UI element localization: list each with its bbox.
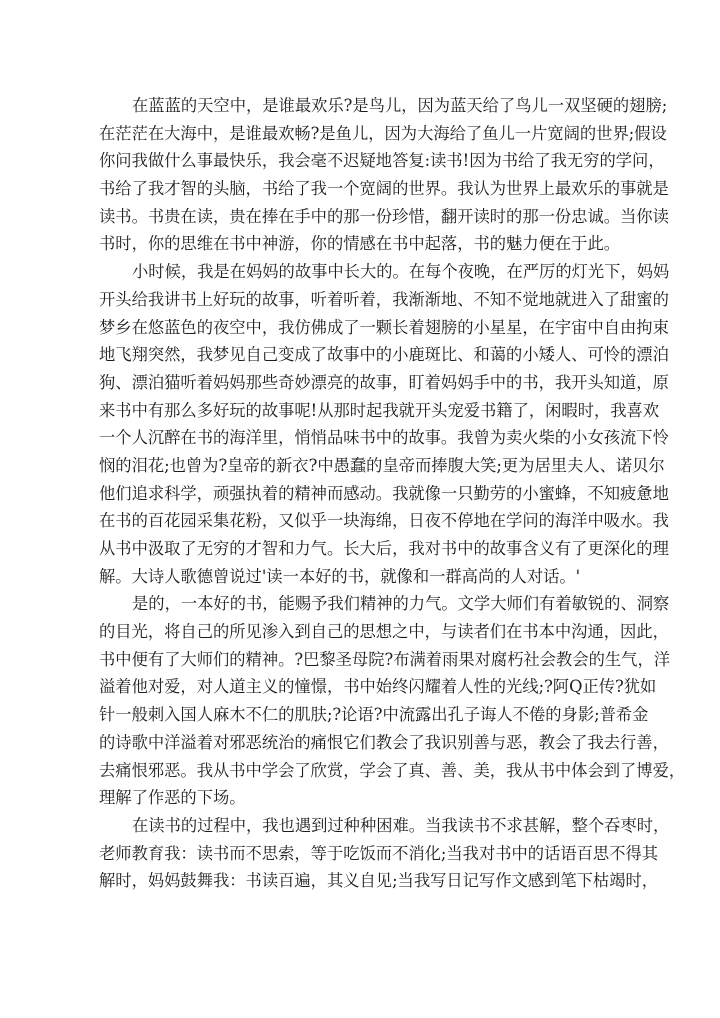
text-line: 梦乡在悠蓝色的夜空中，我仿佛成了一颗长着翅膀的小星星，在宇宙中自由拘束	[99, 317, 669, 337]
text-line: 一个人沉醉在书的海洋里，悄悄品味书中的故事。我曾为卖火柴的小女孩流下怜	[99, 428, 669, 448]
text-line: 溢着他对爱，对人道主义的憧憬，书中始终闪耀着人性的光线;?阿Q正传?犹如	[99, 677, 657, 697]
text-line: 书给了我才智的头脑，书给了我一个宽阔的世界。我认为世界上最欢乐的事就是	[99, 179, 669, 199]
text-line: 小时候，我是在妈妈的故事中长大的。在每个夜晚，在严厉的灯光下，妈妈	[132, 262, 670, 282]
text-line: 针一般刺入国人麻木不仁的肌肤;?论语?中流露出孔子诲人不倦的身影;普希金	[99, 705, 649, 725]
paragraph-4	[99, 812, 670, 895]
paragraph-2	[99, 258, 670, 590]
text-line: 在读书的过程中，我也遇到过种种困难。当我读书不求甚解，整个吞枣时，	[132, 815, 670, 835]
text-line: 解时，妈妈鼓舞我：书读百遍，其义自见;当我写日记写作文感到笔下枯竭时，	[99, 871, 659, 891]
text-line: 读书。书贵在读，贵在捧在手中的那一份珍惜，翻开读时的那一份忠诚。当你读	[99, 206, 669, 226]
text-line: 在茫茫在大海中，是谁最欢畅?是鱼儿，因为大海给了鱼儿一片宽阔的世界;假设	[99, 123, 667, 143]
text-line: 在书的百花园采集花粉，又似乎一块海绵，日夜不停地在学问的海洋中吸水。我	[99, 511, 669, 531]
text-line: 你问我做什么事最快乐，我会毫不迟疑地答复:读书!因为书给了我无穷的学问，	[99, 151, 665, 171]
text-line: 的诗歌中洋溢着对邪恶统治的痛恨它们教会了我识别善与恶，教会了我去行善，	[99, 732, 669, 752]
text-line: 地飞翔突然，我梦见自己变成了故事中的小鹿斑比、和蔼的小矮人、可怜的漂泊	[99, 345, 669, 365]
text-line: 狗、漂泊猫听着妈妈那些奇妙漂亮的故事，盯着妈妈手中的书，我开头知道，原	[99, 372, 669, 392]
text-line: 的目光，将自己的所见渗入到自己的思想之中，与读者们在书本中沟通，因此，	[99, 622, 669, 642]
text-line: 去痛恨邪恶。我从书中学会了欣赏，学会了真、善、美，我从书中体会到了博爱，	[99, 760, 686, 780]
text-line: 来书中有那么多好玩的故事呢!从那时起我就开头宠爱书籍了，闲暇时，我喜欢	[99, 400, 660, 420]
paragraph-1	[99, 92, 669, 258]
text-line: 在蓝蓝的天空中，是谁最欢乐?是鸟儿，因为蓝天给了鸟儿一双坚硬的翅膀;	[132, 96, 668, 115]
text-line: 书中便有了大师们的精神。?巴黎圣母院?布满着雨果对腐朽社会教会的生气，洋	[99, 649, 671, 669]
text-line: 从书中汲取了无穷的才智和力气。长大后，我对书中的故事含义有了更深化的理	[99, 539, 669, 558]
text-line: 书时，你的思维在书中神游，你的情感在书中起落，书的魅力便在于此。	[99, 234, 621, 254]
text-line: 是的，一本好的书，能赐予我们精神的力气。文学大师们有着敏锐的、洞察	[132, 594, 670, 614]
text-line: 开头给我讲书上好玩的故事，听着听着，我渐渐地、不知不觉地就进入了甜蜜的	[99, 289, 669, 309]
document-body	[99, 92, 686, 895]
text-line: 他们追求科学，顽强执着的精神而感动。我就像一只勤劳的小蜜蜂，不知疲惫地	[99, 483, 669, 503]
text-line: 老师教育我：读书而不思索，等于吃饭而不消化;当我对书中的话语百思不得其	[99, 843, 659, 863]
paragraph-3	[99, 590, 686, 812]
text-line: 理解了作恶的下场。	[99, 788, 246, 808]
text-line: 悯的泪花;也曾为?皇帝的新衣?中愚蠢的皇帝而捧腹大笑;更为居里夫人、诺贝尔	[99, 455, 665, 475]
text-line: 解。大诗人歌德曾说过'读一本好的书，就像和一群高尚的人对话。'	[99, 566, 581, 586]
